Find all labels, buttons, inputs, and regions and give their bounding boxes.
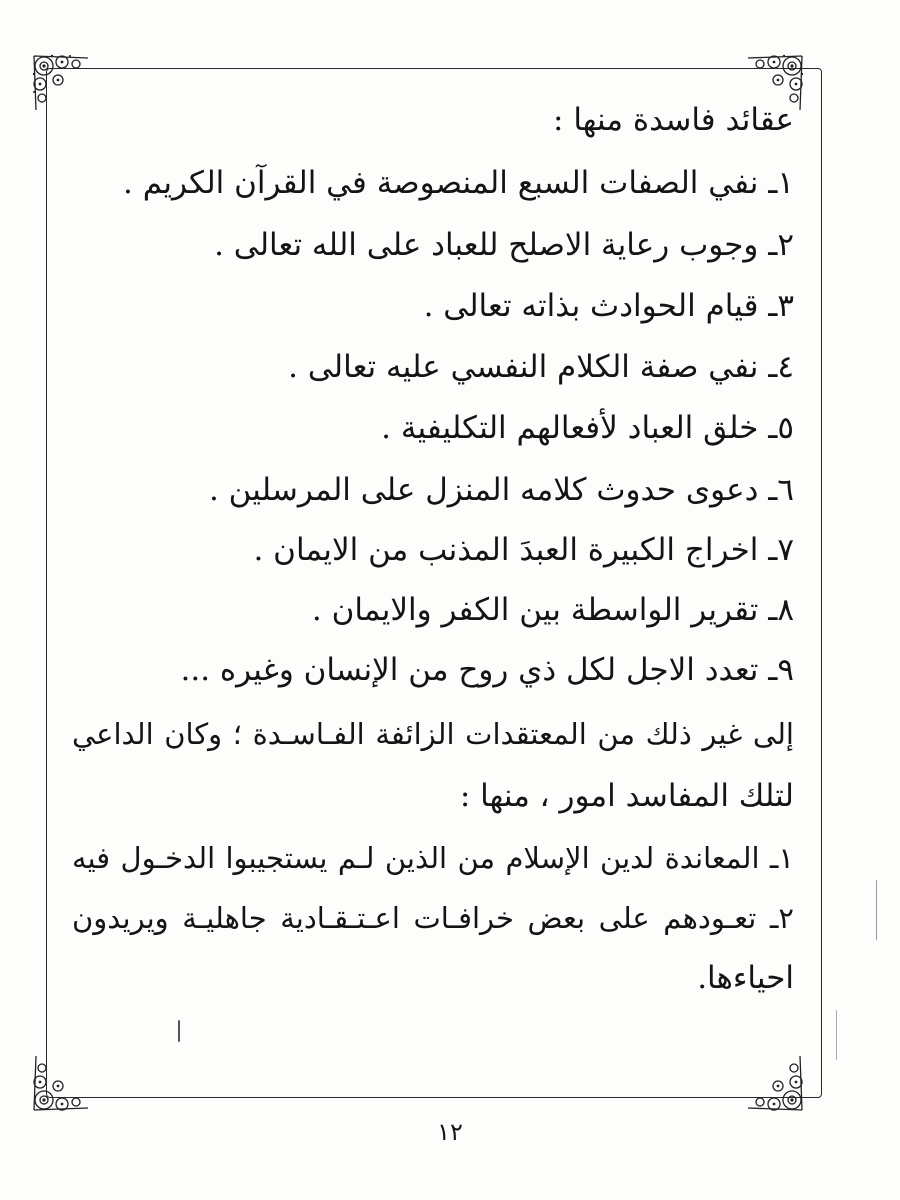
belief-item: ٦ـ دعوى حدوث كلامه المنزل على المرسلين . <box>208 472 794 508</box>
paragraph-line: إلى غير ذلك من المعتقدات الزائفة الفـاسـدة ؛ وكان الداعي <box>72 717 794 751</box>
belief-item: ٨ـ تقرير الواسطة بين الكفر والايمان . <box>311 592 794 628</box>
scan-speck <box>836 1010 837 1060</box>
belief-item: ٣ـ قيام الحوادث بذاته تعالى . <box>423 288 794 324</box>
paragraph-line: لتلك المفاسد امور ، منها : <box>459 778 794 814</box>
page-border-frame <box>46 68 822 1098</box>
cause-item: احياءها. <box>697 960 794 996</box>
scan-speck <box>178 1020 180 1042</box>
belief-item: ٧ـ اخراج الكبيرة العبدَ المذنب من الايمان . <box>253 532 794 568</box>
belief-item: ١ـ نفي الصفات السبع المنصوصة في القرآن الكريم . <box>123 165 794 201</box>
belief-item: ٥ـ خلق العباد لأفعالهم التكليفية . <box>381 410 794 446</box>
belief-item: ٤ـ نفي صفة الكلام النفسي عليه تعالى . <box>288 349 794 385</box>
belief-item: ٢ـ وجوب رعاية الاصلح للعباد على الله تعالى . <box>214 227 794 263</box>
page-number: ١٢ <box>437 1118 463 1146</box>
scan-speck <box>876 880 877 940</box>
belief-item: ٩ـ تعدد الاجل لكل ذي روح من الإنسان وغيره ... <box>180 652 794 688</box>
cause-item: ١ـ المعاندة لدين الإسلام من الذين لـم يستجيبوا الدخـول فيه <box>72 841 794 875</box>
corner-ornament-icon <box>30 1052 92 1114</box>
cause-item: ٢ـ تعـودهم على بعض خرافـات اعـتـقـادية جاهليـة ويريدون <box>72 901 794 935</box>
corner-ornament-icon <box>30 52 92 114</box>
section-heading: عقائد فاسدة منها : <box>553 102 794 138</box>
corner-ornament-icon <box>744 1052 806 1114</box>
